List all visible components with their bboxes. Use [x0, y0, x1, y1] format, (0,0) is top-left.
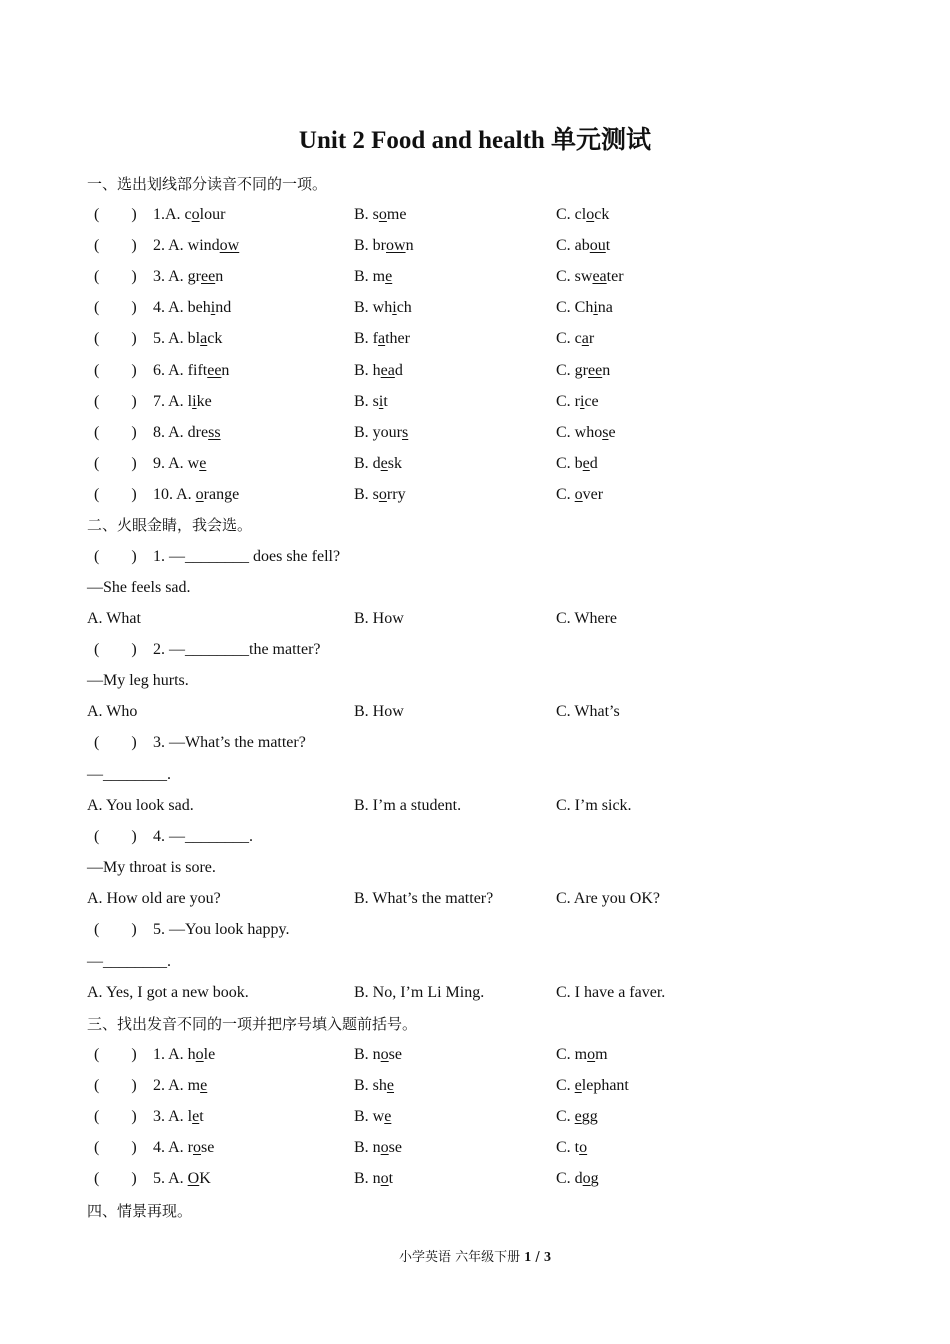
option-b: B. me	[354, 268, 393, 286]
question-row	[0, 1167, 950, 1198]
underlined-letters: i	[580, 392, 585, 410]
underlined-letters: o	[587, 1046, 596, 1063]
answer-blank[interactable]: ( )	[94, 1046, 137, 1063]
option-c: C. car	[556, 330, 595, 348]
response-row: —She feels sad.	[87, 579, 191, 596]
option-c: C. I’m sick.	[556, 797, 632, 814]
answer-blank[interactable]: ( )	[94, 237, 137, 255]
option-c: C. What’s	[556, 703, 620, 720]
underlined-letters: e	[386, 1077, 395, 1095]
underlined-letters: ou	[589, 237, 606, 255]
underlined-letters: o	[380, 1139, 389, 1157]
page-number: 1	[524, 1250, 532, 1265]
question-row	[0, 1105, 950, 1136]
question-row	[0, 1074, 950, 1105]
underlined-letters: a	[581, 330, 589, 348]
underlined-letters: e	[574, 1108, 582, 1126]
underlined-letters: ee	[207, 361, 222, 379]
option-c: C. over	[556, 485, 604, 503]
option-c: C. about	[556, 237, 611, 255]
underlined-letters: ee	[588, 361, 603, 379]
question-row	[0, 421, 950, 452]
option-b: B. yours	[354, 423, 409, 441]
answer-blank[interactable]: ( )	[94, 921, 137, 938]
option-a: 9. A. we	[153, 454, 207, 472]
option-a: 5. A. black	[153, 330, 223, 348]
underlined-letters: e	[192, 1108, 200, 1126]
underlined-letters: e	[582, 454, 590, 472]
underlined-letters: o	[193, 1139, 201, 1157]
underlined-letters: o	[380, 1046, 389, 1063]
option-c: C. elephant	[556, 1077, 629, 1095]
option-a: 4. A. rose	[153, 1139, 215, 1157]
question-row	[0, 545, 950, 576]
option-b: B. brown	[354, 237, 414, 255]
response-row: —My throat is sore.	[87, 859, 216, 876]
option-b: B. nose	[354, 1139, 402, 1157]
option-b: B. not	[354, 1170, 394, 1188]
option-a: 3. A. let	[153, 1108, 204, 1126]
question-row	[0, 638, 950, 669]
option-a: 7. A. like	[153, 392, 212, 410]
answer-blank[interactable]: ( )	[94, 828, 137, 845]
question-text: 3. —What’s the matter?	[153, 734, 306, 751]
underlined-letters: o	[378, 206, 387, 223]
page-total: 3	[543, 1250, 551, 1265]
question-row	[0, 1043, 950, 1074]
options-row	[0, 700, 950, 731]
underlined-letters: i	[210, 299, 216, 317]
question-row	[0, 296, 950, 327]
option-a: 6. A. fifteen	[153, 361, 230, 379]
answer-blank[interactable]: ( )	[94, 361, 137, 379]
option-c: C. clock	[556, 206, 610, 223]
question-row	[0, 327, 950, 358]
option-a: 5. A. OK	[153, 1170, 211, 1188]
option-b: B. desk	[354, 454, 403, 472]
answer-blank[interactable]: ( )	[94, 454, 137, 472]
option-c: C. whose	[556, 423, 616, 441]
underlined-letters: e	[384, 1108, 392, 1126]
option-a: 8. A. dress	[153, 423, 221, 441]
question-row	[0, 390, 950, 421]
question-row	[0, 359, 950, 390]
page-title: Unit 2 Food and health 单元测试	[298, 127, 652, 154]
question-row	[0, 203, 950, 234]
question-row	[0, 452, 950, 483]
option-b: B. How	[354, 703, 404, 720]
response-row: —________.	[87, 766, 171, 783]
option-b: B. I’m a student.	[354, 797, 462, 814]
option-b: B. father	[354, 330, 410, 348]
option-a: 1. A. hole	[153, 1046, 216, 1063]
underlined-letters: ea	[592, 268, 607, 286]
underlined-letters: e	[385, 268, 393, 286]
option-a: A. What	[87, 610, 141, 627]
section-heading-2: 二、火眼金睛，我会选。	[87, 516, 253, 534]
underlined-letters: ea	[380, 361, 395, 379]
underlined-letters: i	[192, 392, 197, 410]
page-footer: 小学英语 六年级下册 1 / 3	[399, 1250, 551, 1265]
answer-blank[interactable]: ( )	[94, 1170, 137, 1188]
question-row	[0, 234, 950, 265]
option-b: B. head	[354, 361, 403, 379]
underlined-letters: e	[199, 454, 207, 472]
answer-blank[interactable]: ( )	[94, 1108, 137, 1126]
option-b: B. we	[354, 1108, 392, 1126]
option-b: B. What’s the matter?	[354, 890, 494, 907]
answer-blank[interactable]: ( )	[94, 548, 137, 565]
underlined-letters: e	[380, 454, 388, 472]
underlined-letters: o	[380, 1170, 389, 1188]
answer-blank[interactable]: ( )	[94, 641, 137, 658]
underlined-letters: o	[195, 485, 204, 503]
question-text: 1. —________ does she fell?	[153, 548, 341, 565]
option-c: C. green	[556, 361, 611, 379]
option-c: C. dog	[556, 1170, 599, 1188]
option-a: 4. A. behind	[153, 299, 232, 317]
underlined-letters: ow	[386, 237, 406, 255]
option-c: C. rice	[556, 392, 599, 410]
options-row	[0, 607, 950, 638]
option-c: C. mom	[556, 1046, 608, 1063]
question-text: 5. —You look happy.	[153, 921, 290, 938]
underlined-letters: O	[187, 1170, 200, 1188]
underlined-letters: o	[191, 206, 200, 223]
underlined-letters: s	[402, 423, 409, 441]
option-a: A. Who	[87, 703, 138, 720]
underlined-letters: i	[378, 392, 384, 410]
underlined-letters: o	[378, 485, 387, 503]
question-text: 2. —________the matter?	[153, 641, 321, 658]
option-b: B. which	[354, 299, 412, 317]
option-b: B. No, I’m Li Ming.	[354, 984, 485, 1001]
underlined-letters: a	[378, 330, 386, 348]
underlined-letters: a	[200, 330, 208, 348]
answer-blank[interactable]: ( )	[94, 1077, 137, 1095]
option-c: C. bed	[556, 454, 598, 472]
question-row	[0, 731, 950, 762]
option-b: B. she	[354, 1077, 395, 1095]
underlined-letters: i	[593, 299, 598, 317]
answer-blank[interactable]: ( )	[94, 330, 137, 348]
response-row: —________.	[87, 953, 171, 970]
underlined-letters: o	[579, 1139, 588, 1157]
option-c: C. sweater	[556, 268, 624, 286]
option-b: B. sit	[354, 392, 388, 410]
section-heading-4: 四、情景再现。	[87, 1202, 193, 1220]
question-row	[0, 825, 950, 856]
answer-blank[interactable]: ( )	[94, 734, 137, 751]
underlined-letters: e	[200, 1077, 208, 1095]
option-c: C. to	[556, 1139, 588, 1157]
options-row	[0, 981, 950, 1012]
answer-blank[interactable]: ( )	[94, 268, 137, 286]
underlined-letters: o	[574, 485, 583, 503]
underlined-letters: ow	[219, 237, 240, 255]
answer-blank[interactable]: ( )	[94, 392, 137, 410]
underlined-letters: o	[195, 1046, 204, 1063]
question-text: 4. —________.	[153, 828, 253, 845]
underlined-letters: s	[602, 423, 609, 441]
underlined-letters: o	[586, 206, 595, 223]
question-row	[0, 265, 950, 296]
option-a: 2. A. window	[153, 237, 240, 255]
question-row	[0, 918, 950, 949]
underlined-letters: i	[392, 299, 397, 317]
answer-blank[interactable]: ( )	[94, 299, 137, 317]
answer-blank[interactable]: ( )	[94, 206, 137, 223]
option-b: B. nose	[354, 1046, 402, 1063]
answer-blank[interactable]: ( )	[94, 423, 137, 441]
underlined-letters: e	[574, 1077, 582, 1095]
response-row: —My leg hurts.	[87, 672, 189, 689]
options-row	[0, 794, 950, 825]
option-a: A. How old are you?	[87, 890, 221, 907]
underlined-letters: ee	[201, 268, 216, 286]
option-a: A. You look sad.	[87, 797, 194, 814]
answer-blank[interactable]: ( )	[94, 485, 137, 503]
option-a: 1.A. colour	[153, 206, 226, 223]
answer-blank[interactable]: ( )	[94, 1139, 137, 1157]
option-c: C. China	[556, 299, 613, 317]
question-row	[0, 483, 950, 514]
option-b: B. How	[354, 610, 404, 627]
option-c: C. egg	[556, 1108, 598, 1126]
option-c: C. I have a faver.	[556, 984, 666, 1001]
option-a: 10. A. orange	[153, 485, 240, 503]
option-a: 2. A. me	[153, 1077, 208, 1095]
question-row	[0, 1136, 950, 1167]
option-a: A. Yes, I got a new book.	[87, 984, 249, 1001]
option-b: B. some	[354, 206, 407, 223]
option-a: 3. A. green	[153, 268, 224, 286]
section-heading-1: 一、选出划线部分读音不同的一项。	[87, 175, 328, 193]
options-row	[0, 887, 950, 918]
option-c: C. Where	[556, 610, 618, 627]
section-heading-3: 三、找出发音不同的一项并把序号填入题前括号。	[87, 1015, 418, 1033]
underlined-letters: ss	[208, 423, 221, 441]
option-c: C. Are you OK?	[556, 890, 660, 907]
underlined-letters: o	[582, 1170, 591, 1188]
option-b: B. sorry	[354, 485, 406, 503]
